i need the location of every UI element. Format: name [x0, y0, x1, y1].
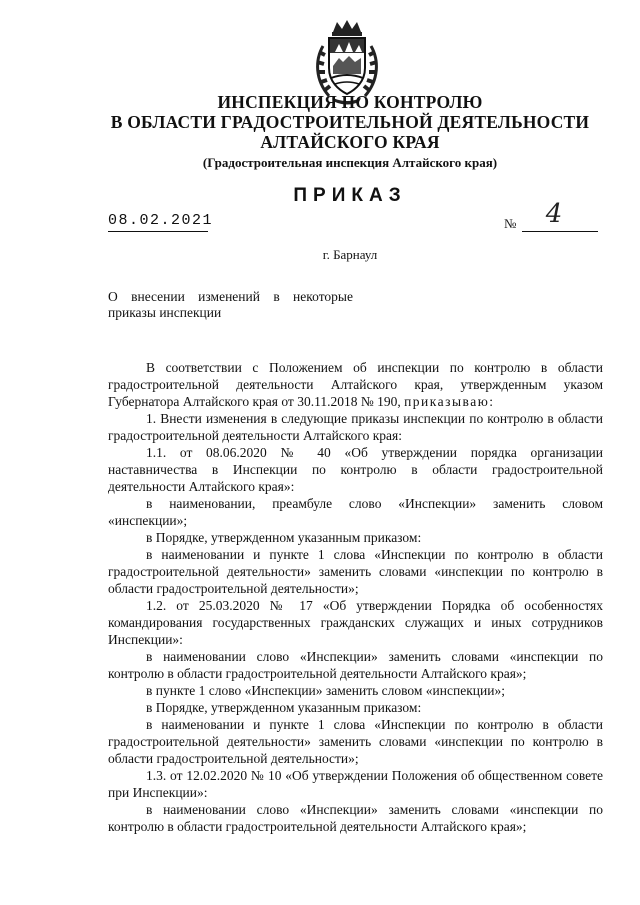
body-paragraph: в пункте 1 слово «Инспекции» заменить словом «инспекции»;: [146, 683, 505, 698]
body-paragraph: в наименовании, преамбуле слово «Инспекции» заменить словом «инспекции»;: [108, 496, 603, 528]
preamble-text: В соответствии с Положением об инспекции по контролю в области градостроительной деятельности Алтайского края, утвержденным указом Губернатора Алтайского края от 30.11.2018 № 190,: [108, 360, 603, 409]
document-type-heading: ПРИКАЗ: [293, 185, 407, 206]
date-underline: [108, 231, 208, 232]
org-name-line1: ИНСПЕКЦИЯ ПО КОНТРОЛЮ: [217, 92, 483, 112]
number-underline: [522, 231, 598, 232]
preamble-paragraph: [108, 359, 603, 410]
preamble-order-word: приказываю:: [404, 394, 495, 409]
body-paragraph: 1.1. от 08.06.2020 № 40 «Об утверждении порядка организации наставничества в Инспекции по контролю в области градостроительной деятельности Алтайского края»:: [108, 445, 603, 494]
subject-line1: О внесении изменений в некоторые: [108, 289, 353, 304]
body-paragraph: 1.3. от 12.02.2020 № 10 «Об утверждении Положения об общественном совете при Инспекции»:: [108, 768, 603, 800]
order-subject: [108, 289, 408, 321]
body-paragraph: 1. Внести изменения в следующие приказы инспекции по контролю в области градостроительной деятельности Алтайского края:: [108, 411, 603, 443]
number-sign: №: [504, 216, 517, 231]
city: г. Барнаул: [322, 247, 378, 262]
org-short-name: (Градостроительная инспекция Алтайского края): [202, 155, 498, 170]
body-paragraph: в наименовании слово «Инспекции» заменить словами «инспекции по контролю в области градостроительной деятельности Алтайского края»;: [108, 802, 603, 834]
body-paragraph: в Порядке, утвержденном указанным приказом:: [146, 530, 422, 545]
org-name-line2: В ОБЛАСТИ ГРАДОСТРОИТЕЛЬНОЙ ДЕЯТЕЛЬНОСТИ: [110, 112, 590, 132]
order-number: 4: [545, 199, 563, 229]
body-paragraph: в наименовании и пункте 1 слова «Инспекции по контролю в области градостроительной деятельности» заменить словами «инспекции по контролю в области градостроительной деятельности»;: [108, 547, 603, 596]
body-paragraph: в наименовании слово «Инспекции» заменить словами «инспекции по контролю в области градостроительной деятельности Алтайского края»;: [108, 649, 603, 681]
org-name-line3: АЛТАЙСКОГО КРАЯ: [260, 132, 440, 152]
order-date: 08.02.2021: [108, 212, 214, 229]
subject-line2: приказы инспекции: [108, 305, 222, 320]
body-paragraph: в Порядке, утвержденном указанным приказом:: [146, 700, 422, 715]
body-paragraph: 1.2. от 25.03.2020 № 17 «Об утверждении Порядка об особенностях командирования государственных гражданских служащих и иных сотрудников Инспекции»:: [108, 598, 603, 647]
order-body: [108, 359, 603, 835]
body-paragraph: в наименовании и пункте 1 слова «Инспекции по контролю в области градостроительной деятельности» заменить словами «инспекции по контролю в области градостроительной деятельности»;: [108, 717, 603, 766]
